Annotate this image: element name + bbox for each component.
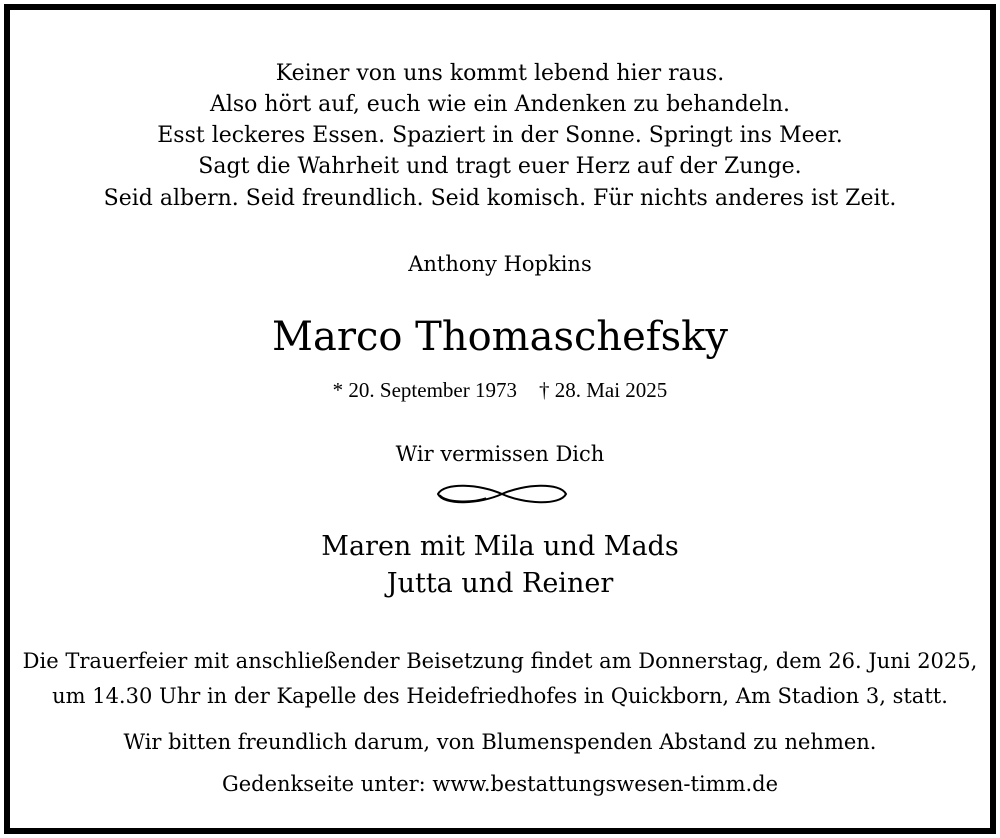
life-dates xyxy=(0,378,1000,403)
poem-author: Anthony Hopkins xyxy=(408,252,592,276)
missing-you-message: Wir vermissen Dich xyxy=(395,442,605,466)
ceremony-line-1: Die Trauerfeier mit anschließender Beisetzung findet am Donnerstag, dem 26. Juni 2025, xyxy=(22,649,978,673)
poem-line-2: Also hört auf, euch wie ein Andenken zu behandeln. xyxy=(209,92,791,117)
memorial-page-link[interactable]: Gedenkseite unter: www.bestattungswesen-timm.de xyxy=(221,772,779,796)
poem-line-3: Esst leckeres Essen. Spaziert in der Sonne. Springt ins Meer. xyxy=(157,123,843,148)
flowers-note: Wir bitten freundlich darum, von Blumenspenden Abstand zu nehmen. xyxy=(123,730,877,754)
deceased-name: Marco Thomaschefsky xyxy=(272,314,728,360)
poem-line-5: Seid albern. Seid freundlich. Seid komisch. Für nichts anderes ist Zeit. xyxy=(103,186,897,211)
mourner-line-1: Maren mit Mila und Mads xyxy=(321,531,679,562)
infinity-flourish-icon xyxy=(430,478,574,510)
death-date: † 28. Mai 2025 xyxy=(538,378,668,402)
mourner-line-2: Jutta und Reiner xyxy=(386,568,614,599)
ceremony-line-2: um 14.30 Uhr in der Kapelle des Heidefriedhofes in Quickborn, Am Stadion 3, statt. xyxy=(52,684,948,708)
birth-date: * 20. September 1973 xyxy=(332,378,517,402)
poem-line-4: Sagt die Wahrheit und tragt euer Herz auf der Zunge. xyxy=(198,154,802,179)
poem-line-1: Keiner von uns kommt lebend hier raus. xyxy=(275,61,725,86)
